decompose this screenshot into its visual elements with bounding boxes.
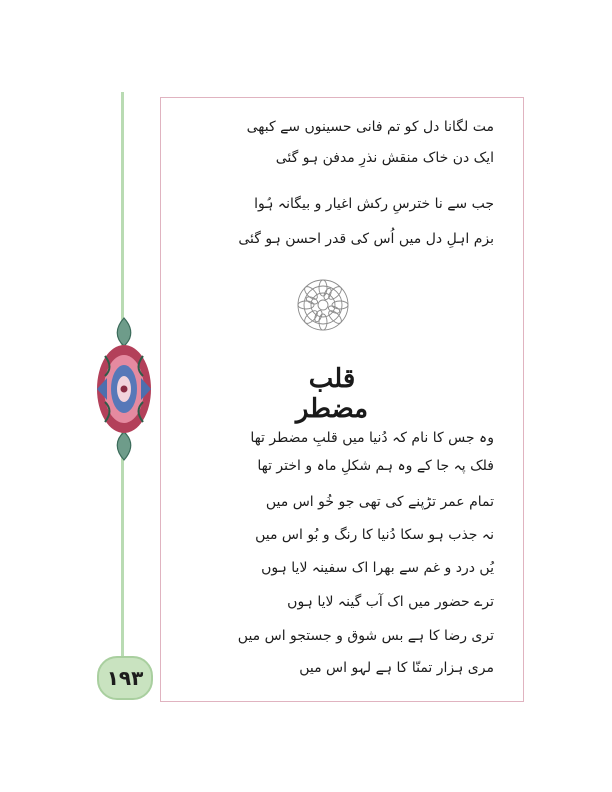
poem-two-line-5: یُں درد و غم سے بھرا اک سفینہ لایا ہوں	[261, 560, 494, 576]
poem-two-line-7: تری رضا کا ہے بس شوق و جستجو اس میں	[237, 628, 494, 644]
poem-two-line-6: ترے حضور میں اک آب گینہ لایا ہوں	[287, 594, 494, 610]
poem-two-line-8: مری ہزار تمنّا کا ہے لہو اس میں	[299, 660, 494, 676]
poem-two-line-2: فلک پہ جا کے وہ ہم شکلِ ماہ و اختر تھا	[257, 458, 494, 474]
poem-two-line-1: وہ جس کا نام کہ دُنیا میں قلبِ مضطر تھا	[250, 430, 494, 446]
poem-one-line-4: بزم اہلِ دل میں اُس کی قدر احسن ہو گئی	[238, 231, 494, 247]
page-number: ۱۹۳	[97, 656, 153, 700]
rosette-icon	[296, 278, 350, 332]
poem-one-line-3: جب سے نا خترسِ رکش اغیار و بیگانہ ہُوا	[254, 196, 494, 212]
poem-two-line-4: نہ جذب ہو سکا دُنیا کا رنگ و بُو اس میں	[255, 527, 494, 543]
poem-one-line-1: مت لگانا دل کو تم فانی حسینوں سے کبھی	[246, 119, 494, 135]
floral-ornament-icon	[93, 316, 155, 462]
poem-title: قلب مضطر	[295, 364, 369, 424]
poem-two-line-3: تمام عمر تڑپنے کی تھی جو خُو اس میں	[265, 494, 494, 510]
poem-one-line-2: ایک دن خاک منقش نذرِ مدفن ہو گئی	[275, 150, 494, 166]
